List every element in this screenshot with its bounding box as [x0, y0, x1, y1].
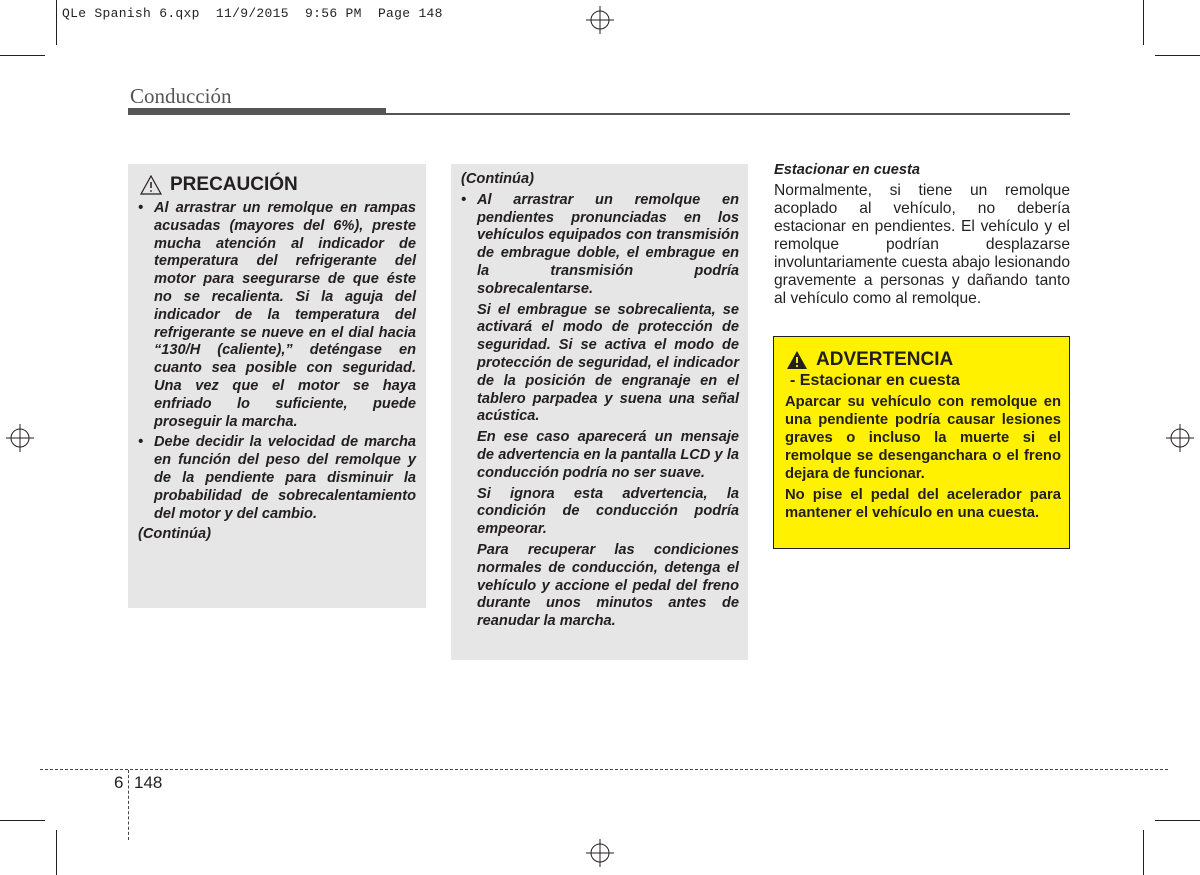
footer-rule — [40, 769, 1168, 770]
continued-heading: (Continúa) — [461, 171, 534, 187]
paragraph: Si ignora esta advertencia, la condición de conducción podría empeorar. — [477, 485, 739, 538]
warning-title — [786, 349, 953, 371]
caution-body — [138, 200, 416, 547]
crop-mark — [1155, 820, 1200, 821]
section-title: Conducción — [130, 84, 232, 108]
warning-subtitle: - Estacionar en cuesta — [790, 372, 960, 389]
continues-label: (Continúa) — [138, 526, 211, 543]
subheading: Estacionar en cuesta — [774, 162, 921, 178]
list-item — [461, 192, 739, 299]
list-item — [138, 200, 416, 431]
footer-divider — [128, 770, 129, 840]
header-rule-thick — [128, 108, 386, 115]
crop-mark — [0, 820, 45, 821]
warning-box — [773, 336, 1070, 549]
registration-mark-icon — [586, 839, 614, 867]
paragraph: Si el embrague se sobrecalienta, se activará el modo de protección de seguridad. Si se activa el modo de protección de seguridad, el indicador de la posición de engranaje en el tablero parpadea y suena una señal acústica. — [477, 301, 739, 425]
bullet-marker: • — [138, 434, 144, 451]
crop-mark — [56, 830, 57, 875]
crop-mark — [56, 0, 57, 45]
crop-mark — [0, 55, 45, 56]
registration-mark-icon — [6, 424, 34, 452]
crop-mark — [1155, 55, 1200, 56]
list-item-text: Al arrastrar un remolque en rampas acusadas (mayores del 6%), preste mucha atención al indicador de temperatura del refrigerante del motor para seegurarse de que éste no se recalienta. Si la aguja del indicador de la temperatura del refrigerante se nueve en el dial hacia “130/H (caliente),” deténgase en cuanto sea posible con seguridad. Una vez que el motor se haya enfriado lo suficiente, puede proseguir la marcha. — [154, 200, 416, 430]
print-slug: QLe Spanish 6.qxp 11/9/2015 9:56 PM Page 148 — [62, 6, 443, 21]
registration-mark-icon — [1166, 424, 1194, 452]
chapter-number: 6 — [114, 773, 124, 792]
list-item-text: Debe decidir la velocidad de marcha en función del peso del remolque y de la pendiente para disminuir la probabilidad de sobrecalentamiento del motor y del cambio. — [154, 434, 416, 522]
body-paragraph: Normalmente, si tiene un remolque acoplado al vehículo, no debería estacionar en pendientes. El vehículo y el remolque podrían desplazarse involuntariamente cuesta abajo lesionando gravemente a personas y dañando tanto al vehículo como al remolque. — [774, 182, 1070, 307]
page-number: 148 — [134, 773, 163, 792]
warning-triangle-icon — [140, 175, 162, 195]
registration-mark-icon — [586, 6, 614, 34]
warning-triangle-icon — [786, 350, 808, 370]
caution-title — [140, 174, 298, 196]
crop-mark — [1143, 830, 1144, 875]
caution-title-text: PRECAUCIÓN — [170, 174, 298, 195]
paragraph: No pise el pedal del acelerador para mantener el vehículo en una cuesta. — [785, 487, 1061, 521]
paragraph: Aparcar su vehículo con remolque en una pendiente podría causar lesiones graves o incluso la muerte si el remolque se desenganchara o el freno dejara de funcionar. — [785, 394, 1061, 482]
paragraph: Para recuperar las condiciones normales de conducción, detenga el vehículo y accione el pedal del freno durante unos minutos antes de reanudar la marcha. — [477, 541, 739, 630]
header-rule-thin — [386, 113, 1070, 115]
paragraph: En ese caso aparecerá un mensaje de advertencia en la pantalla LCD y la conducción podría no ser suave. — [477, 429, 739, 481]
warning-title-text: ADVERTENCIA — [816, 349, 954, 370]
crop-mark — [1143, 0, 1144, 45]
list-item — [138, 434, 416, 523]
caution-box — [128, 164, 426, 608]
warning-body — [785, 393, 1061, 525]
bullet-marker: • — [138, 200, 144, 216]
continued-body — [461, 171, 739, 634]
bullet-marker: • — [461, 191, 467, 208]
continued-box — [451, 164, 748, 660]
list-item-text: Al arrastrar un remolque en pendientes pronunciadas en los vehículos equipados con transmisión de embrague doble, el embrague en la transmisión podría sobrecalentarse. — [477, 191, 739, 297]
